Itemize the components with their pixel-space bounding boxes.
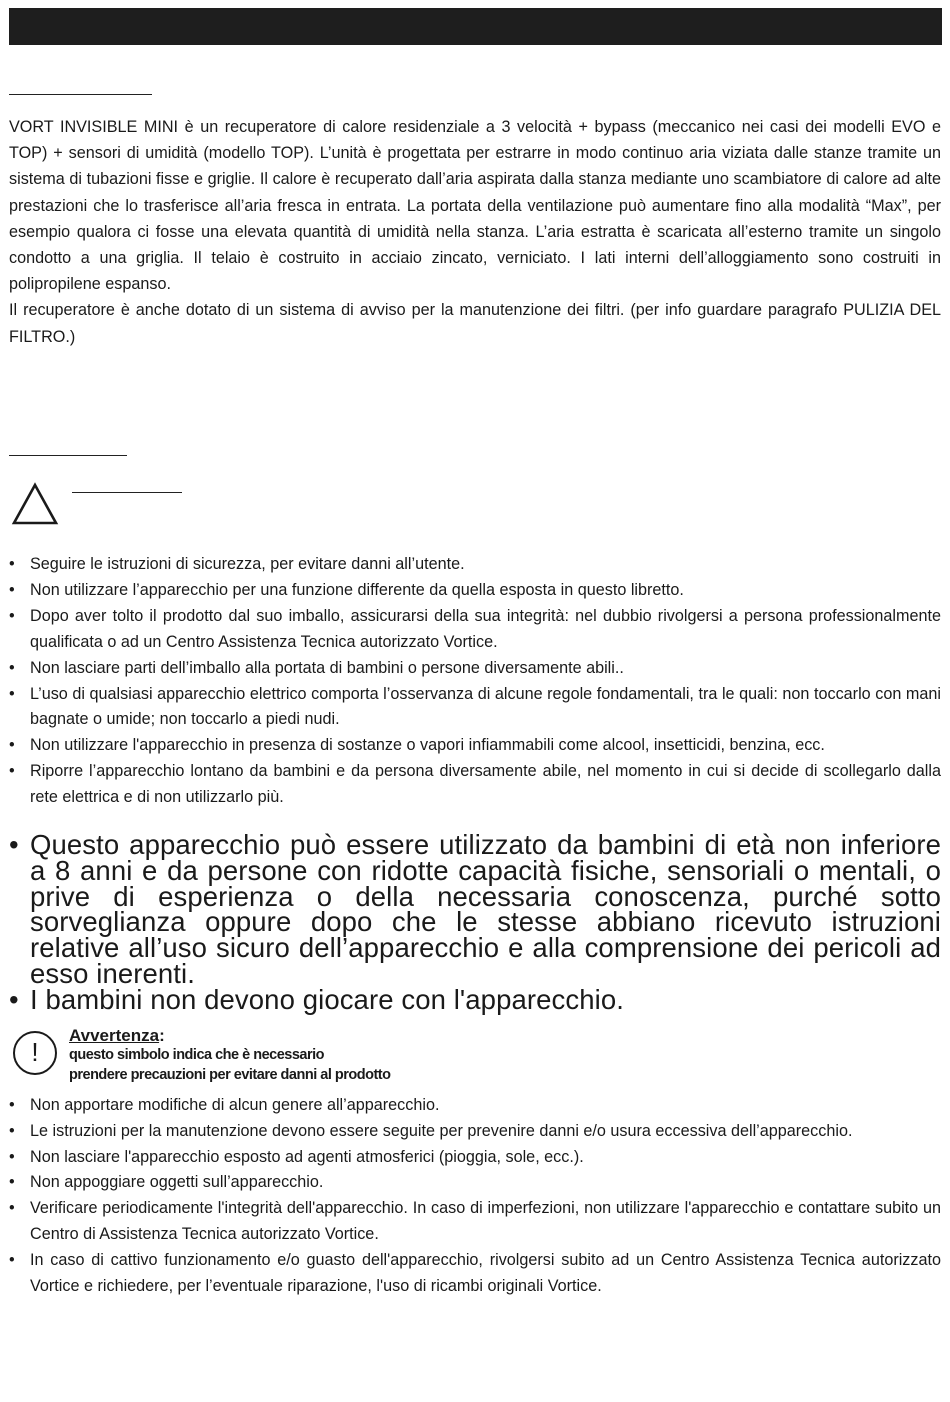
section-heading-rule — [9, 94, 152, 95]
bullet: • — [9, 1096, 15, 1114]
list-item: • Non utilizzare l'apparecchio in presenza di sostanze o vapori infiammabili come alcool, insetticidi, benzina, ecc. — [9, 733, 941, 759]
list-item: • Riporre l’apparecchio lontano da bambini e da persona diversamente abile, nel momento in cui si decide di scollegarlo dalla rete elettrica e di non utilizzarlo più. — [9, 759, 941, 811]
caution-line: prendere precauzioni per evitare danni al prodotto — [69, 1067, 391, 1083]
bullet: • — [9, 684, 15, 703]
bullet: • — [9, 580, 15, 599]
list-item: • Non lasciare l'apparecchio esposto ad agenti atmosferici (pioggia, sole, ecc.). — [9, 1145, 941, 1171]
children-warning-list — [9, 829, 941, 1015]
bullet: • — [9, 1173, 15, 1192]
bullet: • — [9, 983, 19, 1015]
subheading-rule — [72, 492, 182, 493]
safety-list — [9, 552, 941, 811]
section-heading-rule — [9, 455, 127, 456]
caution-line: questo simbolo indica che è necessario — [69, 1047, 324, 1063]
intro-text — [9, 114, 941, 350]
list-item: • L’uso di qualsiasi apparecchio elettrico comporta l’osservanza di alcune regole fondamentali, tra le quali: non toccarlo con mani bagnate o umide; non toccarlo a piedi nudi. — [9, 682, 941, 734]
bullet: • — [9, 762, 15, 781]
list-item: • Verificare periodicamente l'integrità dell'apparecchio. In caso di imperfezioni, non utilizzare l'apparecchio e contattare subito un Centro di Assistenza Tecnica autorizzato Vortice. — [9, 1196, 941, 1248]
bullet: • — [9, 606, 15, 625]
list-item: • Seguire le istruzioni di sicurezza, per evitare danni all’utente. — [9, 552, 941, 578]
list-item: • Non utilizzare l’apparecchio per una funzione differente da quella esposta in questo libretto. — [9, 578, 941, 604]
bullet: • — [9, 1121, 15, 1140]
bullet: • — [9, 555, 15, 573]
list-item: • I bambini non devono giocare con l'apparecchio. — [9, 983, 624, 1015]
list-item: • Le istruzioni per la manutenzione devono essere seguite per prevenire danni e/o usura eccessiva dell’apparecchio. — [9, 1119, 941, 1145]
list-item: • In caso di cattivo funzionamento e/o guasto dell'apparecchio, rivolgersi subito ad un Centro Assistenza Tecnica autorizzato Vortice e richiedere, per l’eventuale riparazione, l'uso di ricambi originali Vortice. — [9, 1248, 941, 1300]
caution-title: Avvertenza: — [69, 1026, 165, 1045]
list-item: • Non lasciare parti dell’imballo alla portata di bambini o persone diversamente abili.. — [9, 656, 941, 682]
bullet: • — [9, 658, 15, 677]
header-bar — [9, 8, 942, 45]
caution-exclamation-icon: ! — [13, 1031, 57, 1075]
warning-triangle-icon — [11, 482, 59, 526]
caution-notice — [69, 1026, 489, 1085]
list-item: • Non appoggiare oggetti sull’apparecchio. — [9, 1170, 941, 1196]
bullet: • — [9, 1199, 15, 1218]
list-item: • Questo apparecchio può essere utilizzato da bambini di età non inferiore a 8 anni e da persone con ridotte capacità fisiche, sensoriali o mentali, o prive di esperienza o della necessaria conoscenza, purché sotto sorveglianza oppure dopo che le stesse abbiano ricevuto istruzioni relative all’uso sicuro dell’apparecchio e alla comprensione dei pericoli ad esso inerenti. — [9, 829, 941, 989]
bullet: • — [9, 1147, 15, 1166]
product-care-list — [9, 1093, 941, 1299]
bullet: • — [9, 1250, 15, 1269]
bullet: • — [9, 829, 19, 860]
list-item: • Non apportare modifiche di alcun genere all’apparecchio. — [9, 1093, 941, 1119]
intro-paragraph: VORT INVISIBLE MINI è un recuperatore di calore residenziale a 3 velocità + bypass (meccanico nei casi dei modelli EVO e TOP) + sensori di umidità (modello TOP). L’unità è progettata per estrarre in modo continuo aria viziata dalle stanze tramite un sistema di tubazioni fisse e griglie. Il calore è recuperato dall’aria aspirata dalla stanza mediante uno scambiatore di calore ad alte prestazioni che lo trasferisce all’aria fresca in entrata. La portata della ventilazione può aumentare fino alla modalità “Max”, per esempio qualora ci fosse una elevata quantità di umidità nella stanza. L’aria estratta è scaricata all’esterno tramite un singolo condotto a una griglia. Il telaio è costruito in acciaio zincato, verniciato. I lati interni dell’alloggiamento sono costruiti in polipropilene espanso. — [9, 118, 941, 294]
bullet: • — [9, 736, 15, 755]
intro-paragraph: Il recuperatore è anche dotato di un sistema di avviso per la manutenzione dei filtri. (per info guardare paragrafo PULIZIA DEL FILTRO.) — [9, 301, 941, 346]
list-item: • Dopo aver tolto il prodotto dal suo imballo, assicurarsi della sua integrità: nel dubbio rivolgersi a persona professionalmente qualificata o ad un Centro Assistenza Tecnica autorizzato Vortice. — [9, 604, 941, 656]
